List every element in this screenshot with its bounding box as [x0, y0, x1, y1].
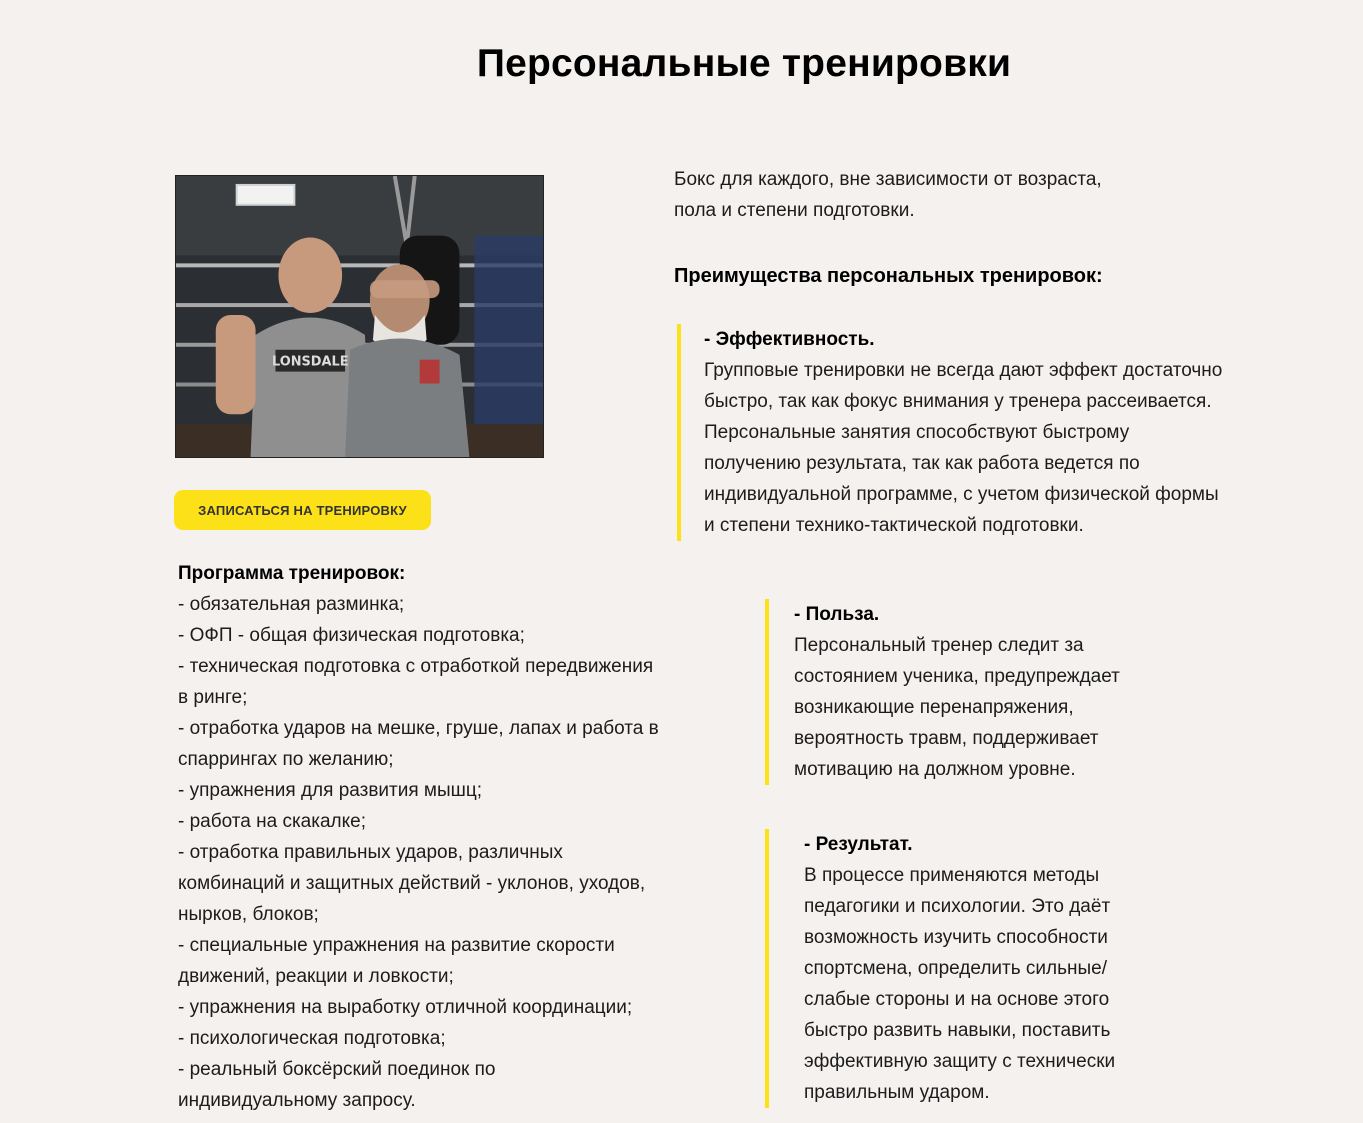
program-line: нырков, блоков; [178, 904, 319, 925]
program-line: - отработка правильных ударов, различных [178, 842, 563, 863]
benefit-usefulness [765, 599, 1185, 785]
benefit-line: мотивацию на должном уровне. [794, 759, 1076, 780]
program-line: - обязательная разминка; [178, 594, 405, 615]
benefit-title: - Результат. [804, 834, 913, 855]
benefit-line: слабые стороны и на основе этого [804, 989, 1110, 1010]
advantages-title: Преимущества персональных тренировок: [674, 265, 1103, 287]
program-line: - упражнения на выработку отличной координации; [178, 997, 633, 1018]
training-program [178, 558, 708, 1116]
trainers-photo [175, 175, 544, 458]
benefit-line: эффективную защиту с технически [804, 1051, 1116, 1072]
program-line: - реальный боксёрский поединок по [178, 1059, 496, 1080]
program-line: - специальные упражнения на развитие скорости [178, 935, 615, 956]
program-line: - работа на скакалке; [178, 811, 366, 832]
benefit-line: Групповые тренировки не всегда дают эффект достаточно [704, 360, 1223, 381]
program-line: спаррингах по желанию; [178, 749, 394, 770]
benefit-result [765, 829, 1185, 1108]
intro-text [674, 164, 1154, 226]
benefit-title: - Польза. [794, 604, 880, 625]
benefit-line: вероятность травм, поддерживает [794, 728, 1099, 749]
benefit-line: быстро развить навыки, поставить [804, 1020, 1111, 1041]
program-line: в ринге; [178, 687, 248, 708]
benefit-line: состоянием ученика, предупреждает [794, 666, 1120, 687]
benefit-line: Персональный тренер следит за [794, 635, 1084, 656]
benefit-line: спортсмена, определить сильные/ [804, 958, 1108, 979]
accent-bar [765, 829, 769, 1108]
book-training-button[interactable]: ЗАПИСАТЬСЯ НА ТРЕНИРОВКУ [174, 490, 431, 530]
program-line: индивидуальному запросу. [178, 1090, 416, 1111]
benefit-line: Персональные занятия способствуют быстрому [704, 422, 1130, 443]
benefit-efficiency [677, 324, 1277, 541]
benefit-line: получению результата, так как работа ведется по [704, 453, 1140, 474]
benefit-line: и степени технико-тактической подготовки. [704, 515, 1084, 536]
benefit-title: - Эффективность. [704, 329, 875, 350]
benefit-line: индивидуальной программе, с учетом физической формы [704, 484, 1219, 505]
program-line: - техническая подготовка с отработкой передвижения [178, 656, 654, 677]
page-title: Персональные тренировки [476, 42, 1012, 85]
shirt-logo-text: LONSDALE [271, 354, 349, 370]
benefit-line: быстро, так как фокус внимания у тренера рассеивается. [704, 391, 1212, 412]
benefit-line: возможность изучить способности [804, 927, 1108, 948]
intro-line: Бокс для каждого, вне зависимости от возраста, [674, 169, 1102, 190]
benefit-line: правильным ударом. [804, 1082, 990, 1103]
program-line: - отработка ударов на мешке, груше, лапах и работа в [178, 718, 659, 739]
benefit-line: возникающие перенапряжения, [794, 697, 1074, 718]
accent-bar [677, 324, 681, 541]
intro-line: пола и степени подготовки. [674, 200, 915, 221]
program-line: - психологическая подготовка; [178, 1028, 446, 1049]
photo-illustration [176, 176, 543, 457]
program-line: - упражнения для развития мышц; [178, 780, 483, 801]
program-line: комбинаций и защитных действий - уклонов, уходов, [178, 873, 646, 894]
program-line: движений, реакции и ловкости; [178, 966, 454, 987]
accent-bar [765, 599, 769, 785]
benefit-line: В процессе применяются методы [804, 865, 1100, 886]
program-title: Программа тренировок: [178, 563, 406, 584]
benefit-line: педагогики и психологии. Это даёт [804, 896, 1111, 917]
program-line: - ОФП - общая физическая подготовка; [178, 625, 525, 646]
